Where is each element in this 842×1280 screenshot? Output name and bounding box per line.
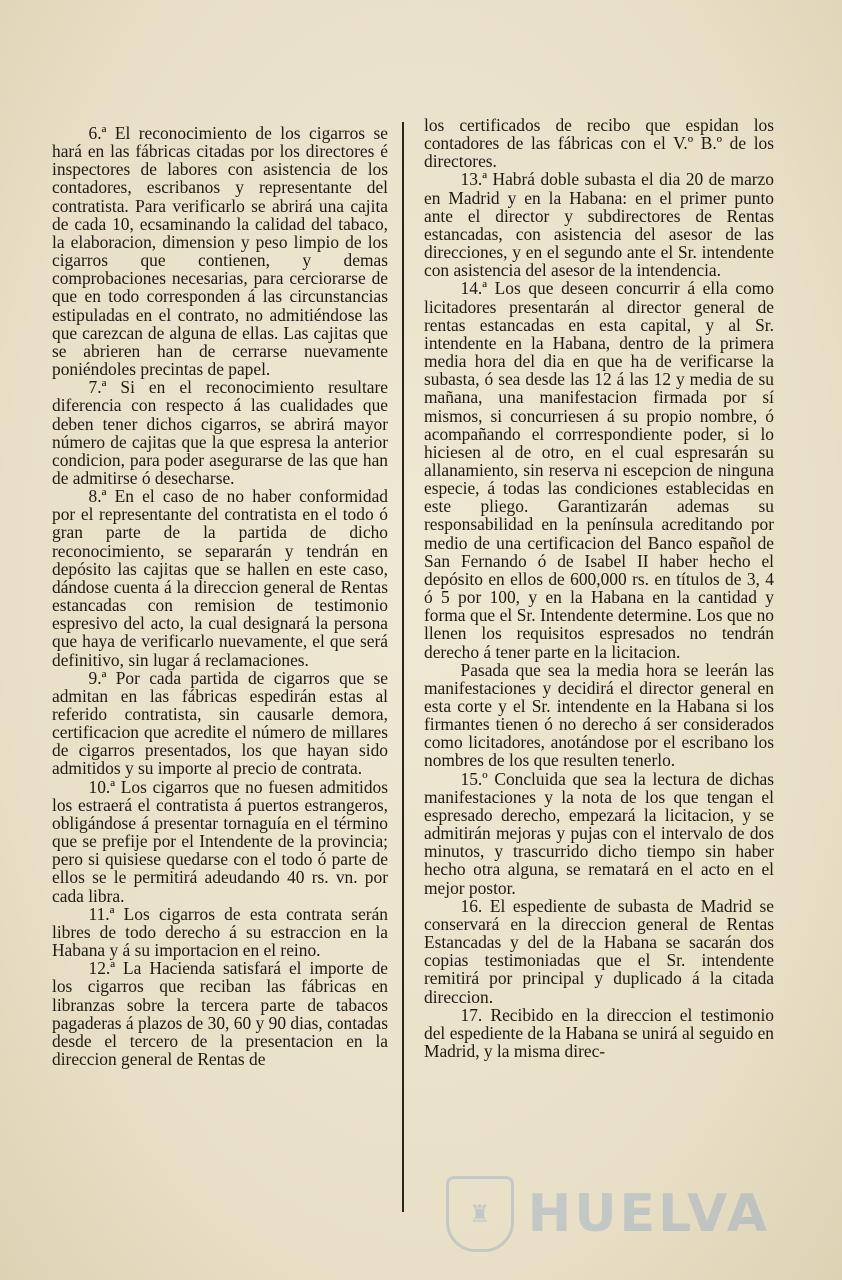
clause-15: 15.º Concluida que sea la lectura de dichas manifestaciones y la nota de los que tengan el espresado derecho, empezará la licitacion, y se admitirán mejoras y pujas con el intervalo de dos minutos, y trascurrido dicho tiempo sin haber hecho otra alguna, se rematará en el acto en el mejor postor. [424, 768, 774, 898]
clause-7: 7.ª Si en el reconocimiento resultare diferencia con respecto á las cualidades que deben tener dichos cigarros, se abrirá mayor número de cajitas que la que espresa la anterior condicion, para poder asegurarse de las que han de admitirse ó desecharse. [52, 377, 388, 488]
clause-14: 14.ª Los que deseen concurrir á ella como licitadores presentarán al director general de rentas estancadas en esta capital, y al Sr. intendente en la Habana, dentro de la primera media hora del dia en que ha de verificarse la subasta, ó sea desde las 12 á las 12 y media de su mañana, una manifestacion firmada por sí mismos, si concurriesen á su propio nombre, ó acompañando el corrrespondiente poder, si lo hiciesen al de otro, en el cual espresarán su allanamiento, sin reserva ni escepcion de ninguna especie, á todas las condiciones establecidas en este pliego. Garantizarán ademas su responsabilidad en la península acreditando por medio de una certificacion del Banco español de San Fernando ó de Isabel II haber hecho el depósito en ellos de 600,000 rs. en títulos de 3, 4 ó 5 por 100, y en la Habana en la cantidad y forma que el Sr. Intendente determine. Los que no llenen los requisitos espresados no tendrán derecho á tener parte en la licitacion. [424, 278, 774, 662]
right-column [424, 116, 774, 1060]
clause-9: 9.ª Por cada partida de cigarros que se admitan en las fábricas espedirán estas al referido contratista, sin causarle demora, certificacion que acredite el número de millares de cigarros presentados, los que hayan sido admitidos y su importe al precio de contrata. [52, 667, 388, 779]
clause-11: 11.ª Los cigarros de esta contrata serán libres de todo derecho á su estraccion en la Habana y á su importacion en el reino. [52, 903, 388, 961]
clause-17: 17. Recibido en la direccion el testimonio del espediente de la Habana se unirá al seguido en Madrid, y la misma direc- [424, 1004, 774, 1061]
clause-14-reading: Pasada que sea la media hora se leerán las manifestaciones y decidirá el director general en esta corte y el Sr. intendente en la Habana si los firmantes tienen ó no derecho á ser considerados como licitadores, anotándose por el escribano los nombres de los que resulten tenerlo. [424, 659, 774, 771]
clause-10: 10.ª Los cigarros que no fuesen admitidos los estraerá el contratista á puertos estrangeros, obligándose á presentar tornaguía en el término que se prefije por el Intendente de la provincia; pero si quisiese quedarse con el todo ó parte de ellos se le permitirá adeudando 40 rs. vn. por cada libra. [52, 776, 388, 906]
clause-13: 13.ª Habrá doble subasta el dia 20 de marzo en Madrid y en la Habana: en el primer punto ante el director y subdirectores de Rentas estancadas, con asistencia del asesor de las direcciones, y en el segundo ante el Sr. intendente con asistencia del asesor de la intendencia. [424, 169, 774, 281]
column-divider [402, 122, 404, 1212]
library-watermark [446, 1176, 770, 1252]
clause-16: 16. El espediente de subasta de Madrid se conservará en la direccion general de Rentas Estancadas y del de la Habana se sacarán dos copias testimoniadas que el Sr. intendente remitirá por principal y duplicado á la citada direccion. [424, 895, 774, 1007]
left-column [52, 124, 388, 1068]
clause-8: 8.ª En el caso de no haber conformidad por el representante del contratista en el todo ó gran parte de la partida de dicho reconocimiento, se separarán y tendrán en depósito las cajitas que se hallen en este caso, dándose cuenta á la direccion general de Rentas estancadas con remision de testimonio espresivo del acto, la cual designará la persona que haya de verificarlo nuevamente, el que será definitivo, sin lugar á reclamaciones. [52, 486, 388, 670]
coat-of-arms-icon: ♜ [446, 1176, 514, 1252]
clause-6: 6.ª El reconocimiento de los cigarros se hará en las fábricas citadas por los directores é inspectores de labores con asistencia de los contadores, escribanos y representante del contratista. Para verificarlo se abrirá una cajita de cada 10, ecsaminando la calidad del tabaco, la elaboracion, dimension y peso limpio de los cigarros que contienen, y demas comprobaciones necesarias, para cerciorarse de que en todo corresponden á las circunstancias estipuladas en el contrato, no admitiéndose las que carezcan de alguna de ellas. Las cajitas que se abrieren han de cerrarse nuevamente poniéndoles precintas de papel. [52, 123, 388, 380]
clause-12: 12.ª La Hacienda satisfará el importe de los cigarros que reciban las fábricas en libranzas sobre la tercera parte de tabacos pagaderas á plazos de 30, 60 y 90 dias, contadas desde el tercero de la presentacion en la direccion general de Rentas de [52, 958, 388, 1069]
clause-12-continuation: los certificados de recibo que espidan los contadores de las fábricas con el V.º B.º de los directores. [424, 115, 774, 172]
watermark-text: HUELVA [527, 1184, 770, 1244]
